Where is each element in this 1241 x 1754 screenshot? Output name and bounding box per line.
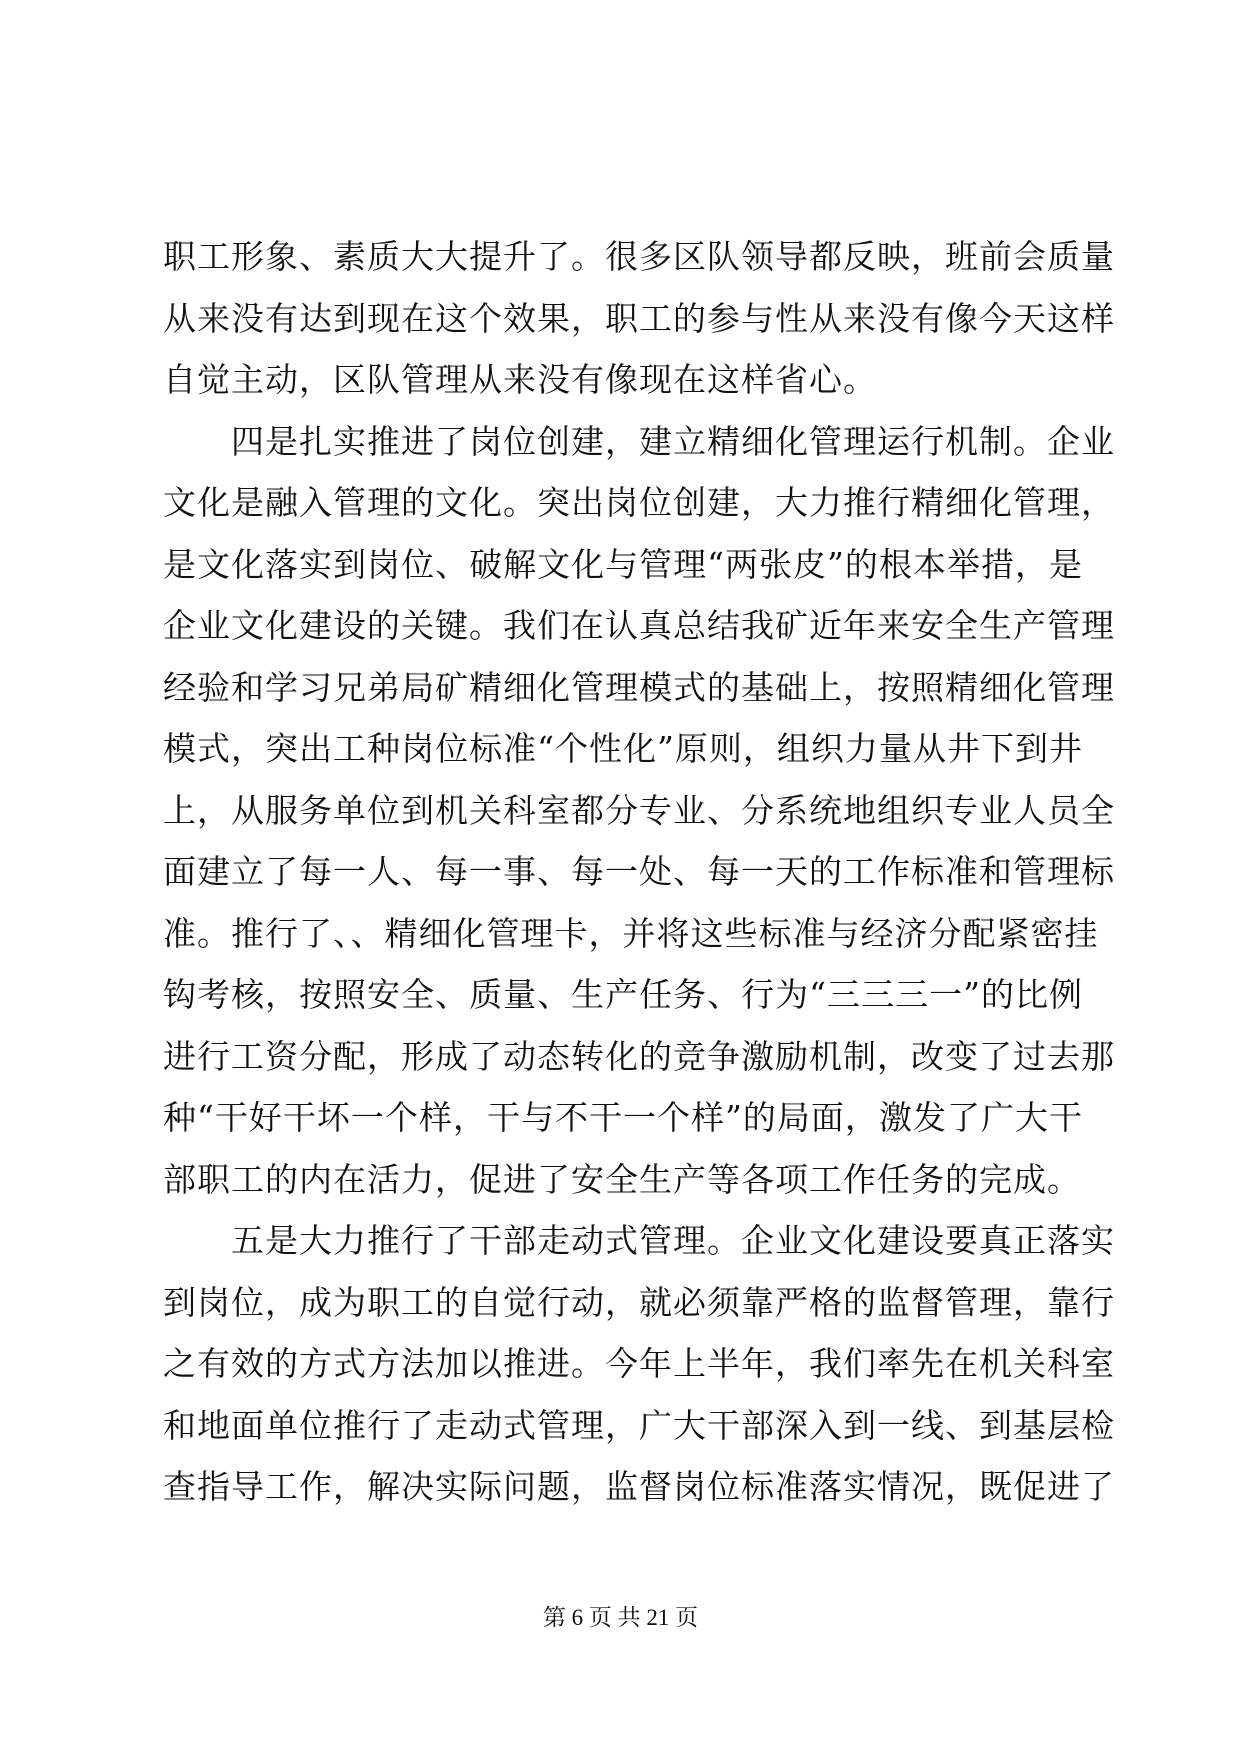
text-line: 面建立了每一人、每一事、每一处、每一天的工作标准和管理标: [163, 852, 1115, 891]
text-line: 部职工的内在活力，促进了安全生产等各项工作任务的完成。: [163, 1159, 1081, 1199]
text-line: 五是大力推行了干部走动式管理。企业文化建设要真正落实: [231, 1221, 1115, 1260]
text-line: 文化是融入管理的文化。突出岗位创建，大力推行精细化管理，: [163, 483, 1115, 522]
text-line: 职工形象、素质大大提升了。很多区队领导都反映，班前会质量: [163, 237, 1115, 276]
text-line: 和地面单位推行了走动式管理，广大干部深入到一线、到基层检: [163, 1405, 1115, 1445]
text-line: 之有效的方式方法加以推进。今年上半年，我们率先在机关科室: [163, 1344, 1115, 1383]
text-line: 上，从服务单位到机关科室都分专业、分系统地组织专业人员全: [163, 790, 1115, 830]
text-line: 钩考核，按照安全、质量、生产任务、行为“三三三一”的比例: [163, 975, 1083, 1014]
text-line: 从来没有达到现在这个效果，职工的参与性从来没有像今天这样: [163, 298, 1115, 338]
page-number-footer: 第 6 页 共 21 页: [542, 1605, 699, 1630]
text-line: 进行工资分配，形成了动态转化的竞争激励机制，改变了过去那: [163, 1036, 1115, 1076]
body-text: [163, 226, 1115, 1518]
text-line: 模式，突出工种岗位标准“个性化”原则，组织力量从井下到井: [163, 729, 1083, 768]
text-line: 企业文化建设的关键。我们在认真总结我矿近年来安全生产管理: [163, 606, 1115, 645]
text-line: 是文化落实到岗位、破解文化与管理“两张皮”的根本举措，是: [163, 544, 1083, 584]
text-line: 准。推行了、、精细化管理卡，并将这些标准与经济分配紧密挂: [163, 913, 1099, 953]
text-line: 自觉主动，区队管理从来没有像现在这样省心。: [163, 360, 877, 399]
text-line: 经验和学习兄弟局矿精细化管理模式的基础上，按照精细化管理: [163, 667, 1115, 707]
text-line: 查指导工作，解决实际问题，监督岗位标准落实情况，既促进了: [163, 1467, 1115, 1506]
text-line: 到岗位，成为职工的自觉行动，就必须靠严格的监督管理，靠行: [163, 1282, 1115, 1322]
text-line: 四是扎实推进了岗位创建，建立精细化管理运行机制。企业: [231, 421, 1115, 461]
text-line: 种“干好干坏一个样，干与不干一个样”的局面，激发了广大干: [163, 1098, 1083, 1137]
